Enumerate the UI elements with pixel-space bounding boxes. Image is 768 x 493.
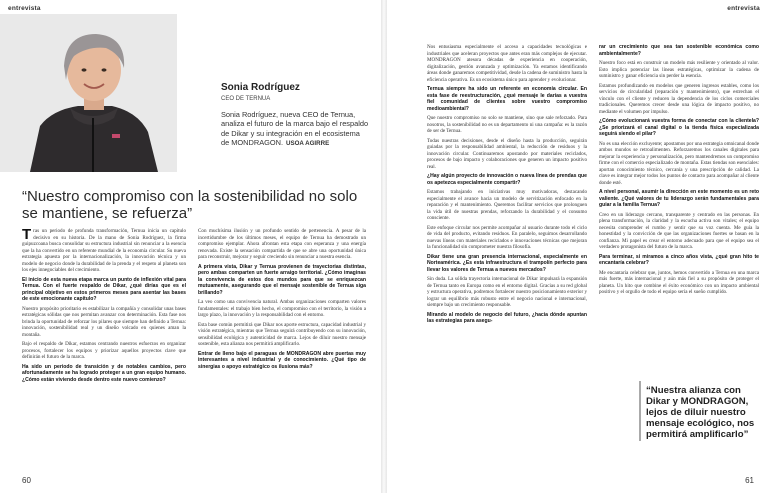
interview-answer: Nos entusiasma especialmente el acceso a capacidades tecnológicas e industriales que aceleran proyectos que antes eran más complejos de ejecutar. MONDRAGON atesora décadas de experiencia en cooperación, digitalización, gestión avanzada y optimización. Ya estamos identificando áreas donde ganaremos competitividad, desde la cadena de suministro hasta la eficiencia operativa. Es un ecosistema único para aprender y evolucionar. [427, 44, 587, 83]
interview-question: Mirando al modelo de negocio del futuro, ¿hacia dónde apuntan las estrategias para asegu- [427, 311, 587, 324]
headline-quote: “Nuestro compromiso con la sostenibilidad no solo se mantiene, se refuerza” [22, 188, 358, 222]
section-label: entrevista [727, 5, 760, 12]
interview-answer: Sin duda. La sólida trayectoria internacional de Dikar impulsará la expansión de Ternua tanto en Europa como en el entorno digital. Gracias a su red global y estructura operativa, podremos fortalecer nuestro posicionamiento exterior y lograr un equilibrio más robusto entre el negocio nacional e internacional, siempre bajo un crecimiento responsable. [427, 276, 587, 308]
intro-text [221, 110, 369, 149]
interview-question: Ternua siempre ha sido un referente en economía circular. En esta fase de reestructuración, ¿qué mensaje le darías a vuestra fiel comunidad de clientes sobre vuestro compromiso medioambiental? [427, 86, 587, 112]
interview-question: ¿Hay algún proyecto de innovación o nueva línea de prendas que os apetezca especialmente compartir? [427, 173, 587, 186]
left-column-2 [198, 228, 366, 468]
interview-answer: Que nuestro compromiso no solo se mantiene, sino que sale reforzado. Para nosotros, la sostenibilidad no es un departamento ni una campaña: es la razón de ser de Ternua. [427, 115, 587, 134]
interview-answer: Con muchísima ilusión y un profundo sentido de pertenencia. A pesar de la incertidumbre de los últimos meses, el equipo de Ternua ha demostrado un compromiso ejemplar. Ahora afrontan esta etapa con esperanza y una energía renovada. Existe la sensación compartida de que se abre una oportunidad única para reconstruir, mejorar y seguir creciendo sin renunciar a nuestra esencia. [198, 228, 366, 260]
interview-question: Dikar tiene una gran presencia internacional, especialmente en Norteamérica. ¿Es esta infraestructura el trampolín perfecto para llevar los valores de Ternua a nuevos mercados? [427, 253, 587, 273]
interviewee-name: Sonia Rodríguez [221, 82, 300, 93]
interview-answer: Estamos profundizando en modelos que generen ingresos estables, como los servicios de circularidad (reparación y mantenimiento), que estrechan el vínculo con el cliente y reducen la dependencia de los ciclos comerciales tradicionales. Queremos crecer desde una lógica de impacto positivo, no mediante el volumen por impulso. [599, 82, 759, 115]
page-number: 61 [745, 476, 754, 485]
interview-answer: Creo en un liderazgo cercano, transparente y centrado en las personas. En plena transformación, la claridad y la escucha activa son vitales; el equipo necesita comprender el rumbo y sentir que su voz cuenta. Me guía la honestidad y la convicción de que las organizaciones fuertes se basan en la confianza. Mi papel es crear el entorno adecuado para que el equipo sea el verdadero protagonista del futuro de la marca. [599, 211, 759, 250]
right-column-1 [427, 44, 587, 464]
drop-cap: T [22, 228, 32, 243]
right-page [387, 0, 768, 493]
portrait-photo [0, 14, 177, 172]
paragraph-text: ras un periodo de profunda transformación, Ternua inicia un capítulo decisivo en su historia. De la mano de Sonia Rodríguez, la firma guipuzcoana busca consolidar su estructura industrial sin renunciar a la esencia que la ha convertido en un referente mundial de la economía circular. Su nueva estrategia apuesta por la internacionalización, la innovación técnica y un modelo de negocio donde la durabilidad de la prenda y el respeto al planeta son los ejes innegociables del crecimiento. [22, 228, 186, 273]
interview-answer: Esta base común permitirá que Dikar nos aporte estructura, capacidad industrial y visión estratégica, mientras que Ternua seguirá contribuyendo con su innovación, sensibilidad ecológica y autenticidad de marca. Lejos de diluir nuestro mensaje sostenible, esta alianza nos permitirá amplificarlo. [198, 321, 366, 347]
interview-answer: No es una elección excluyente; apostamos por una estrategia omnicanal donde ambos mundos se retroalimenten. Reforzaremos los canales digitales para mejorar la experiencia y personalización, pero mantendremos un compromiso firme con el comercio especializado de montaña. Estas tiendas son esenciales: aportan conocimiento técnico, cercanía y una prescripción de calidad. La clave es integrar mejor todos los puntos de contacto para acompañar al cliente donde esté. [599, 140, 759, 186]
interview-answer: Nuestro foco está en construir un modelo más resiliente y orientado al valor. Esto implica potenciar las líneas estratégicas, optimizar la cadena de suministro y ganar eficiencia sin perder la esencia. [599, 60, 759, 79]
interview-question: Entrar de lleno bajo el paraguas de MONDRAGON abre puertas muy interesantes a nivel industrial y de conocimiento. ¿Qué tipo de sinergias o apoyo estratégico os ilusiona más? [198, 350, 366, 370]
interview-question: El inicio de esta nueva etapa marca un punto de inflexión vital para Ternua. Con el fuerte respaldo de Dikar, ¿qué dirías que es el principal objetivo en estos primeros meses para asentar las bases de este emocionante capítulo? [22, 276, 186, 302]
interview-answer: La veo como una convivencia natural. Ambas organizaciones comparten valores fundamentales: el trabajo bien hecho, el compromiso con el territorio, la visión a largo plazo, la innovación y la responsabilidad con el entorno. [198, 299, 366, 318]
page-number: 60 [22, 476, 31, 485]
pull-quote: “Nuestra alianza con Dikar y MONDRAGON, lejos de diluir nuestro mensaje ecológico, nos permitirá amplificarlo” [646, 385, 755, 440]
interview-question: A primera vista, Dikar y Ternua provienen de trayectorias distintas, pero ambas comparten un fuerte arraigo territorial. ¿Cómo imaginas la convivencia de estos dos mundos para que se enriquezcan mutuamente, asegurando que el mensaje sostenible de Ternua siga brillando? [198, 263, 366, 296]
interview-question: rar un crecimiento que sea tan sostenible económica como ambientalmente? [599, 44, 759, 57]
section-label: entrevista [8, 5, 41, 12]
interview-answer: Nuestro propósito prioritario es estabilizar la compañía y consolidar unas bases estratégicas sólidas que nos permitan avanzar con determinación. Esta fase nos brinda la oportunidad de reforzar los pilares que siempre han definido a Ternua: innovación, sostenibilidad real y un diseño volcado en quienes aman la montaña. [22, 305, 186, 338]
interview-answer: Estamos trabajando en iniciativas muy motivadoras, destacando especialmente el avance hacia un modelo de servitización enfocado en la reparación y el mantenimiento. Queremos facilitar servicios que prolonguen la vida útil de nuestras prendas, reforzando la durabilidad y el consumo consciente. [427, 189, 587, 221]
opening-paragraph [22, 228, 186, 274]
left-page [0, 0, 381, 493]
interviewee-role: CEO DE TERNUA [221, 96, 271, 102]
quote-rule [639, 381, 641, 441]
interview-answer: Todas nuestras decisiones, desde el diseño hasta la producción, seguirán guiadas por la responsabilidad ambiental, la reducción de residuos y la innovación circular. Continuaremos apostando por materiales reciclados, procesos de bajo impacto y colaboraciones que generen un impacto positivo real. [427, 137, 587, 170]
left-column-1 [22, 228, 186, 468]
author-credit: USOA AGIRRE [286, 140, 330, 148]
interview-question: A nivel personal, asumir la dirección en este momento es un reto valiente. ¿Qué valores de tu liderazgo serán fundamentales para guiar a la familia Ternua? [599, 189, 759, 208]
interview-answer: Me encantaría celebrar que, juntos, hemos convertido a Ternua en una marca más fuerte, más internacional y aún más fiel a su propósito de proteger el planeta. Un hito que combine el éxito económico con un impacto ambiental positivo y el orgullo de todo el equipo sería el sueño cumplido. [599, 269, 759, 295]
interview-answer: Bajo el respaldo de Dikar, estamos centrando nuestros esfuerzos en organizar procesos, fortalecer los equipos y priorizar aquellos proyectos clave que definirán el futuro de la marca. [22, 341, 186, 360]
interview-question: ¿Cómo evolucionará vuestra forma de conectar con la clientela? ¿Se priorizará el canal digital o la tienda física especializada seguirá siendo el pilar? [599, 118, 759, 137]
interview-question: Para terminar, si miramos a cinco años vista, ¿qué gran hito te encantaría celebrar? [599, 253, 759, 266]
interview-question: Ha sido un periodo de transición y de notables cambios, pero afortunadamente se ha logrado proteger a un gran equipo humano. ¿Cómo están viviendo desde dentro este nuevo comienzo? [22, 363, 186, 383]
right-column-2 [599, 44, 759, 376]
interview-answer: Este enfoque circular nos permite acompañar al usuario durante todo el ciclo de vida del producto, evitando residuos. En paralelo, seguimos desarrollando nuevas líneas con materiales reciclados e innovaciones técnicas que mejoran la funcionalidad sin comprometer nuestra filosofía. [427, 224, 587, 250]
intro-body: Sonia Rodríguez, nueva CEO de Ternua, analiza el futuro de la marca bajo el respaldo de Dikar y su integración en el ecosistema de MONDRAGON. [221, 110, 369, 148]
portrait-illustration [0, 14, 177, 172]
